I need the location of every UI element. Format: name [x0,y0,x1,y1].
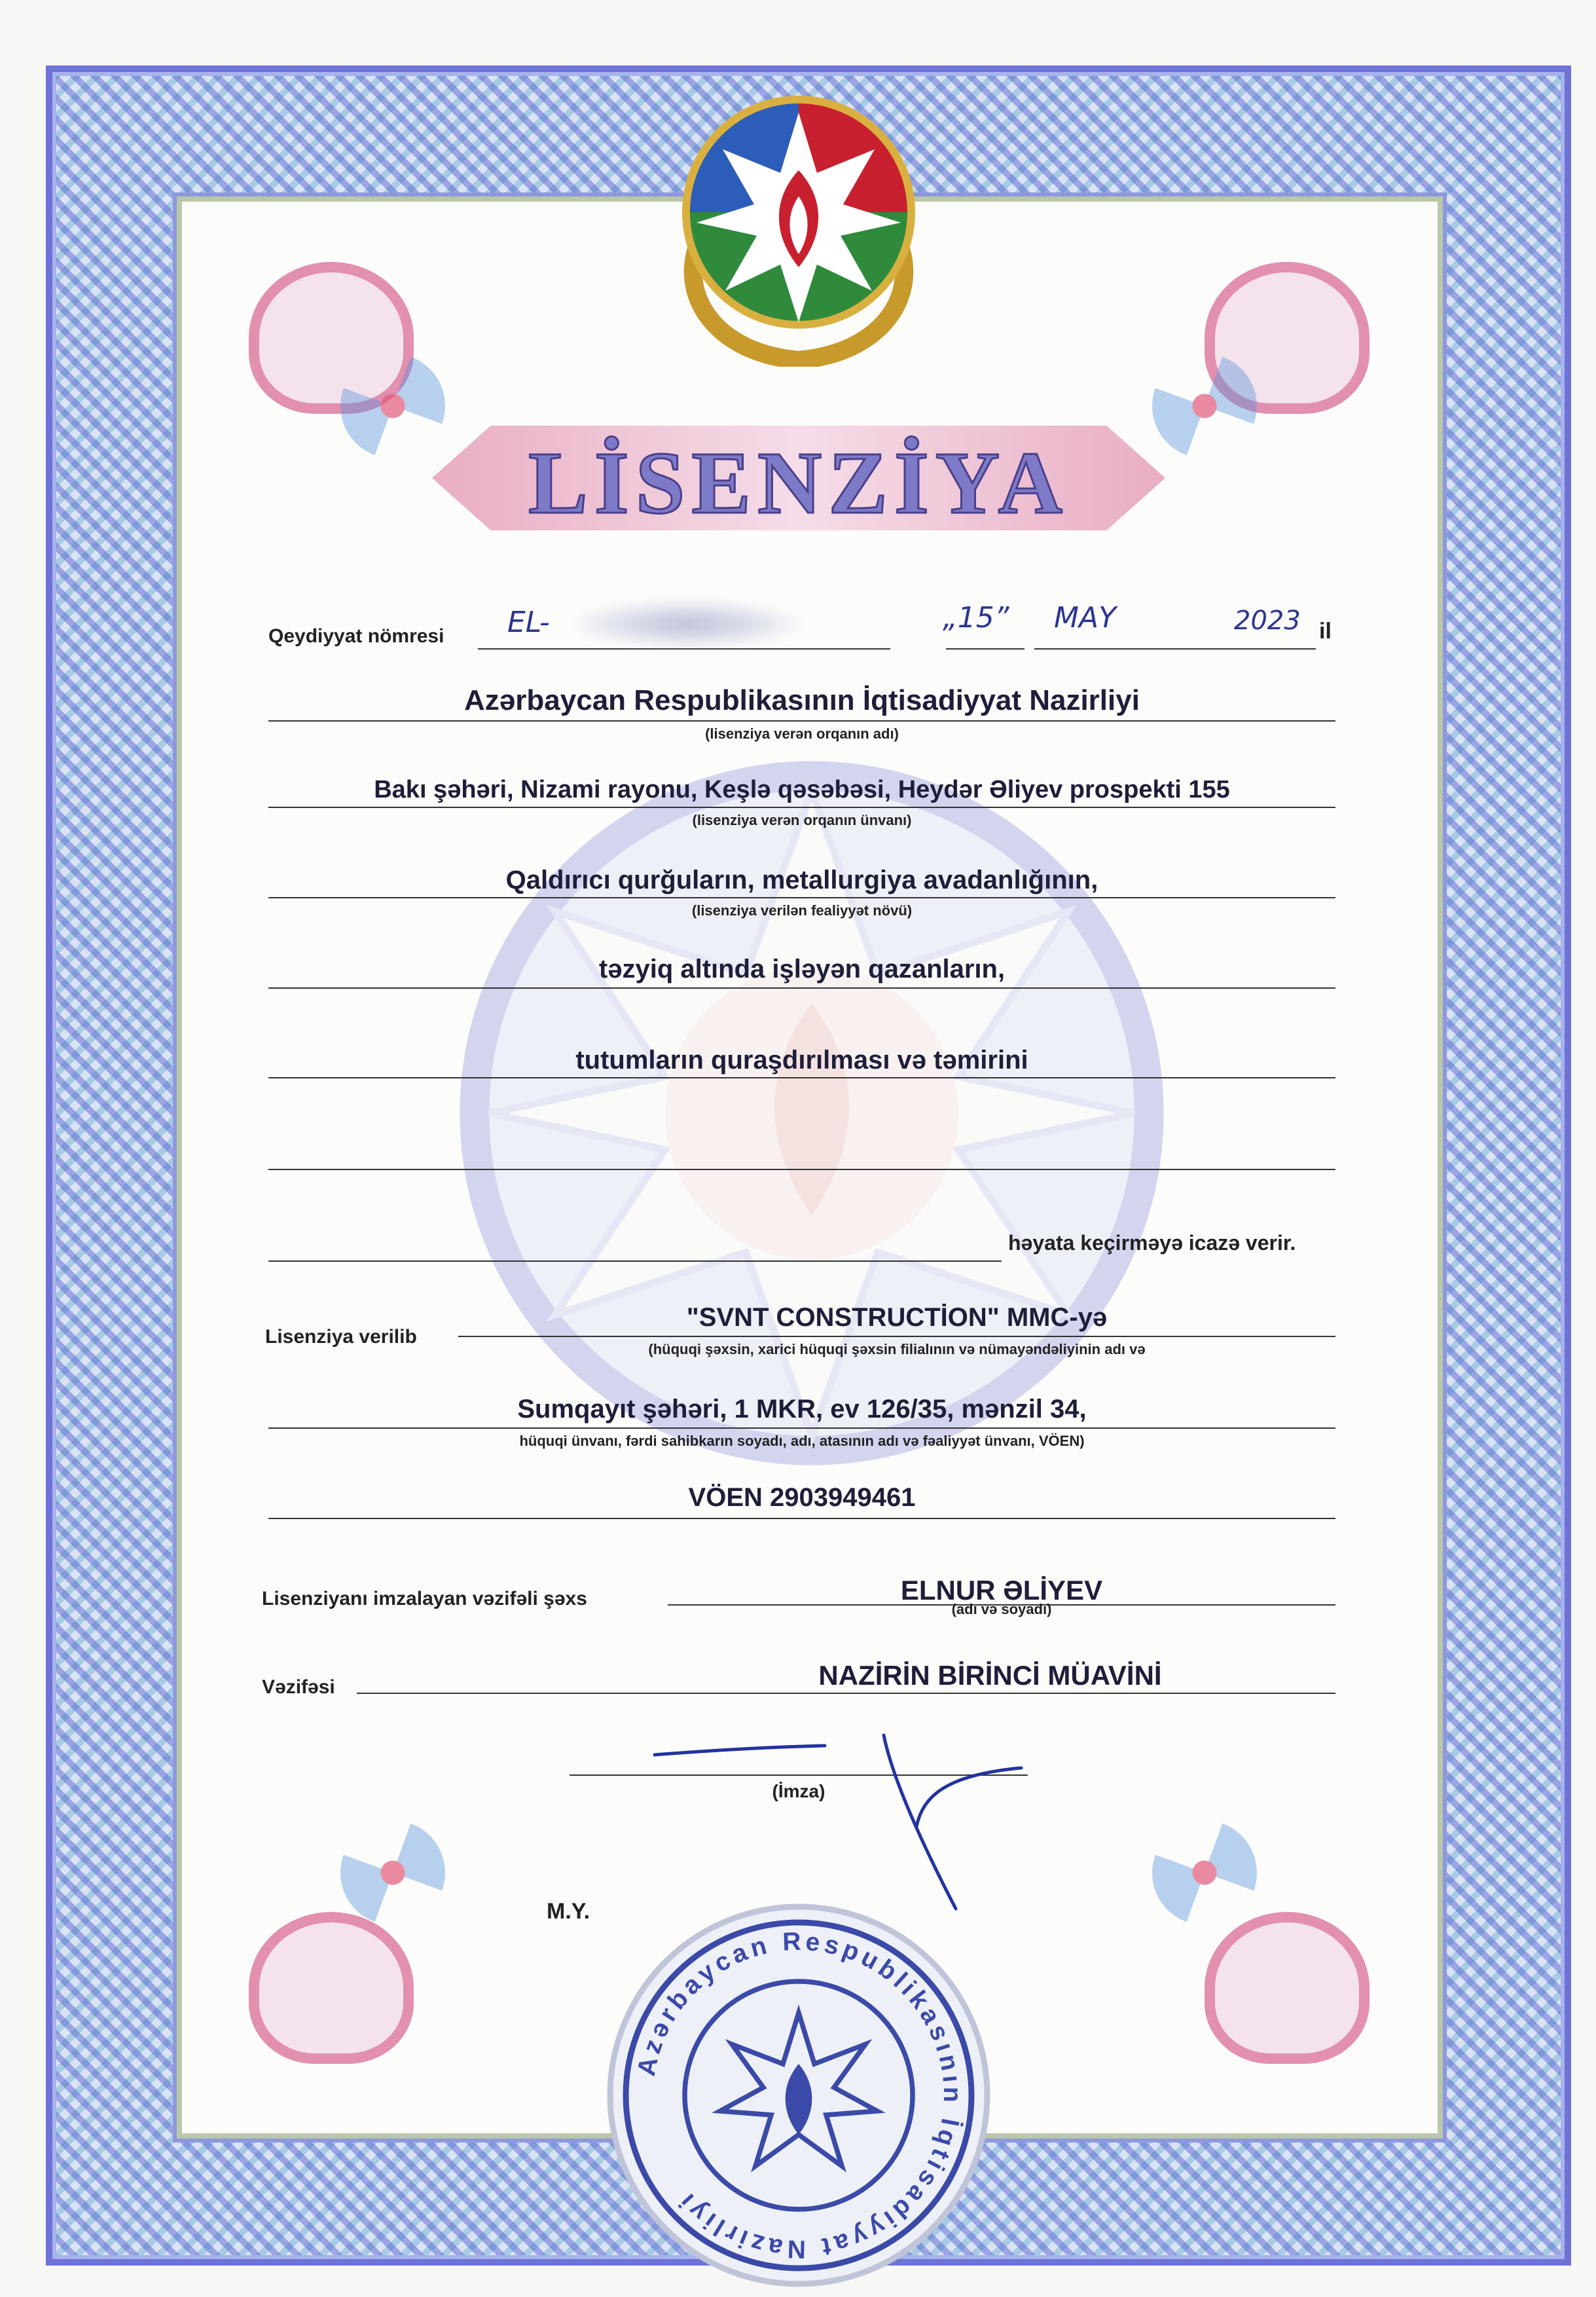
signatory-position-line [357,1693,1335,1694]
document-title: LİSENZİYA [528,434,1069,532]
activity-line-2-rule [268,987,1335,989]
issuer-name-line [268,720,1335,722]
signatory-name: ELNUR ƏLİYEV [900,1575,1103,1606]
registration-number: EL- [507,606,550,639]
signatory-position: NAZİRİN BİRİNCİ MÜAVİNİ [818,1660,1162,1691]
flower-ornament [340,354,445,458]
activity-caption: (lisenziya verilən fealiyyət növü) [691,902,913,919]
year-suffix: il [1319,619,1332,644]
issuer-name: Azərbaycan Respublikasının İqtisadiyyat Nazirliyi [464,684,1140,716]
registration-label: Qeydiyyat nömresi [268,625,444,647]
signatory-name-caption: (adı və soyadı) [951,1601,1052,1617]
date-day-line [946,648,1025,650]
issuer-address-line [268,807,1335,808]
issuer-address: Bakı şəhəri, Nizami rayonu, Keşlə qəsəbəsi, Heydər Əliyev prospekti 155 [374,776,1230,803]
date-day: „15” [943,601,1009,634]
corner-ornament-bottom-left [249,1912,414,2064]
licensee-name-line [458,1336,1335,1337]
licensee-name-caption: (hüquqi şəxsin, xarici hüquqi şəxsin filialının və nümayəndəliyinin adı və [648,1341,1146,1357]
licensee-name: "SVNT CONSTRUCTİON" MMC-yə [686,1303,1108,1332]
issuer-address-caption: (lisenziya verən orqanın ünvanı) [692,812,912,828]
activity-line-3-rule [268,1077,1335,1078]
licensee-address-caption: hüquqi ünvanı, fərdi sahibkarın soyadı, adı, atasının adı və fəaliyyət ünvanı, VÖEN) [519,1433,1085,1449]
flower-ornament [1152,1820,1257,1925]
activity-line-3: tutumların quraşdırılması və təmirini [575,1046,1028,1075]
activity-line-1: Qaldırıcı qurğuların, metallurgiya avadanlığının, [505,866,1098,894]
position-label: Vəzifəsi [262,1676,335,1698]
activity-line-5-rule [268,1260,1002,1262]
stamp-place-label: M.Y. [547,1899,590,1924]
emblem-watermark-icon [445,746,1178,1480]
official-seal-icon [602,1899,995,2292]
corner-ornament-bottom-right [1205,1912,1369,2064]
flower-ornament [340,1820,445,1925]
signatory-label: Lisenziyanı imzalayan vəzifəli şəxs [262,1588,587,1609]
signature-icon [642,1729,1034,1925]
flower-ornament [1152,354,1257,458]
date-month: MAY [1054,601,1116,634]
state-emblem-icon [668,92,930,367]
licensee-tax-id-line [268,1518,1335,1519]
licensee-tax-id: VÖEN 2903949461 [688,1483,916,1512]
date-year-line [1231,648,1316,650]
signature-caption: (İmza) [772,1781,825,1801]
title-banner [432,413,1165,543]
activity-line-2: təzyiq altında işləyən qazanların, [598,955,1006,983]
activity-line-4-rule [268,1169,1335,1170]
licensee-label: Lisenziya verilib [265,1326,417,1348]
seal-text: Azərbaycan Respublikasının İqtisadiyyat Nazirliyi [632,1927,967,2264]
date-month-line [1034,648,1231,650]
registration-number-line [478,648,890,650]
licensee-address-line [268,1427,1335,1429]
activity-line-1-rule [268,897,1335,898]
date-year: 2023 [1234,606,1301,636]
permit-text: həyata keçirməyə icazə verir. [1008,1231,1296,1255]
issuer-name-caption: (lisenziya verən orqanın adı) [705,726,899,742]
redacted-area [576,601,799,647]
licensee-address: Sumqayıt şəhəri, 1 MKR, ev 126/35, mənzil 34, [517,1395,1087,1424]
